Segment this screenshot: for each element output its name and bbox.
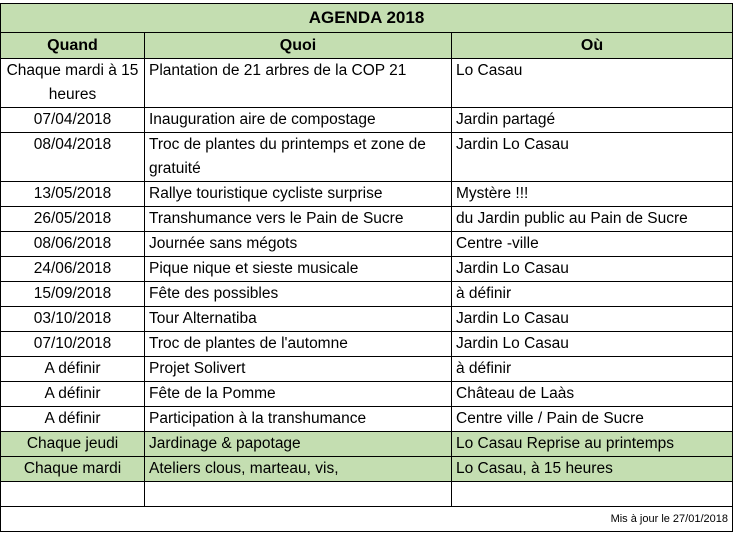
- table-row: [1, 232, 733, 257]
- table-row: [1, 182, 733, 207]
- cell-ou: Jardin partagé: [452, 108, 733, 133]
- table-row: [1, 407, 733, 432]
- cell-quand: 03/10/2018: [1, 307, 145, 332]
- update-note: Mis à jour le 27/01/2018: [1, 507, 733, 532]
- empty-cell: [145, 482, 452, 507]
- cell-quand: Chaque mardi: [1, 457, 145, 482]
- header-ou: Où: [452, 33, 733, 59]
- cell-quoi: Fête de la Pomme: [145, 382, 452, 407]
- cell-quoi: Rallye touristique cycliste surprise: [145, 182, 452, 207]
- empty-cell: [1, 482, 145, 507]
- cell-ou: Jardin Lo Casau: [452, 332, 733, 357]
- header-quand: Quand: [1, 33, 145, 59]
- cell-quand: 26/05/2018: [1, 207, 145, 232]
- cell-ou: Centre ville / Pain de Sucre: [452, 407, 733, 432]
- cell-ou: du Jardin public au Pain de Sucre: [452, 207, 733, 232]
- agenda-table: [0, 3, 733, 532]
- cell-ou: à définir: [452, 282, 733, 307]
- header-row: [1, 33, 733, 59]
- cell-ou: Jardin Lo Casau: [452, 307, 733, 332]
- cell-quand: 24/06/2018: [1, 257, 145, 282]
- cell-quand: 08/04/2018: [1, 133, 145, 182]
- empty-cell: [452, 482, 733, 507]
- cell-quoi: Transhumance vers le Pain de Sucre: [145, 207, 452, 232]
- cell-quoi: Tour Alternatiba: [145, 307, 452, 332]
- table-row: [1, 307, 733, 332]
- cell-quoi: Participation à la transhumance: [145, 407, 452, 432]
- cell-quand: A définir: [1, 382, 145, 407]
- cell-ou: Mystère !!!: [452, 182, 733, 207]
- cell-ou: Lo Casau: [452, 59, 733, 108]
- title-row: [1, 4, 733, 33]
- table-row: [1, 133, 733, 182]
- cell-quand: 08/06/2018: [1, 232, 145, 257]
- table-row: [1, 59, 733, 108]
- cell-quoi: Fête des possibles: [145, 282, 452, 307]
- cell-quand: 15/09/2018: [1, 282, 145, 307]
- header-quoi: Quoi: [145, 33, 452, 59]
- cell-quand: Chaque mardi à 15 heures: [1, 59, 145, 108]
- cell-ou: Jardin Lo Casau: [452, 257, 733, 282]
- cell-ou: Jardin Lo Casau: [452, 133, 733, 182]
- cell-quand: A définir: [1, 407, 145, 432]
- table-row: [1, 282, 733, 307]
- cell-quoi: Plantation de 21 arbres de la COP 21: [145, 59, 452, 108]
- cell-quoi: Inauguration aire de compostage: [145, 108, 452, 133]
- cell-quand: A définir: [1, 357, 145, 382]
- cell-ou: Lo Casau Reprise au printemps: [452, 432, 733, 457]
- cell-quoi: Journée sans mégots: [145, 232, 452, 257]
- cell-ou: Lo Casau, à 15 heures: [452, 457, 733, 482]
- table-row: [1, 207, 733, 232]
- cell-quoi: Projet Solivert: [145, 357, 452, 382]
- cell-quoi: Pique nique et sieste musicale: [145, 257, 452, 282]
- cell-quand: Chaque jeudi: [1, 432, 145, 457]
- table-row: [1, 108, 733, 133]
- table-row: [1, 382, 733, 407]
- footer-row: [1, 507, 733, 532]
- cell-quoi: Troc de plantes de l'automne: [145, 332, 452, 357]
- empty-row: [1, 482, 733, 507]
- cell-ou: Château de Laàs: [452, 382, 733, 407]
- cell-quand: 13/05/2018: [1, 182, 145, 207]
- agenda-title: AGENDA 2018: [1, 4, 733, 33]
- cell-quoi: Jardinage & papotage: [145, 432, 452, 457]
- cell-quand: 07/04/2018: [1, 108, 145, 133]
- table-row: [1, 357, 733, 382]
- cell-quoi: Ateliers clous, marteau, vis,: [145, 457, 452, 482]
- cell-quoi: Troc de plantes du printemps et zone de gratuité: [145, 133, 452, 182]
- table-row-highlighted: [1, 432, 733, 457]
- cell-ou: à définir: [452, 357, 733, 382]
- table-row: [1, 332, 733, 357]
- table-row: [1, 257, 733, 282]
- table-row-highlighted: [1, 457, 733, 482]
- cell-quand: 07/10/2018: [1, 332, 145, 357]
- cell-ou: Centre -ville: [452, 232, 733, 257]
